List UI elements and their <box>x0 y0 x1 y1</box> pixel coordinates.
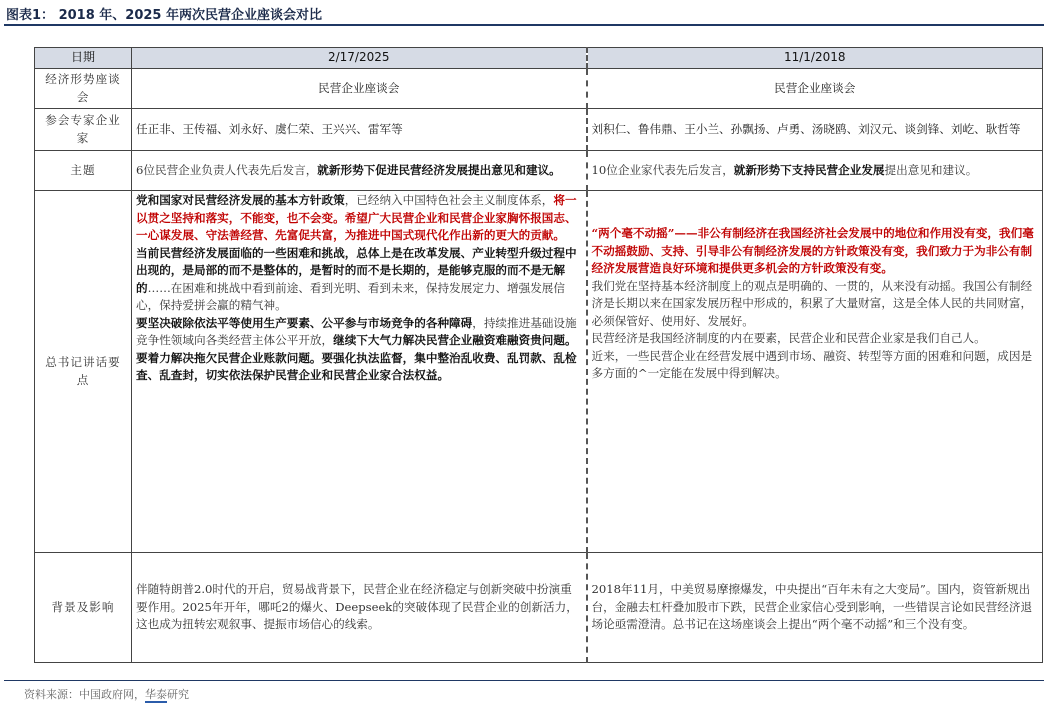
header-date-label: 日期 <box>35 48 132 69</box>
top-divider <box>4 24 1044 26</box>
table-row-meeting <box>35 69 1043 109</box>
speech-2025 <box>132 191 587 553</box>
meeting-2025: 民营企业座谈会 <box>132 69 587 109</box>
row-label-speech: 总书记讲话要点 <box>35 191 132 553</box>
table-row-background <box>35 553 1043 663</box>
speech-2025-s6: 要坚决破除依法平等使用生产要素、公平参与市场竞争的各种障碍 <box>136 315 473 330</box>
theme-2025-bold: 就新形势下促进民营经济发展提出意见和建议。 <box>317 162 561 177</box>
header-2025: 2/17/2025 <box>132 48 587 69</box>
row-label-theme: 主题 <box>35 151 132 191</box>
theme-2025 <box>132 151 587 191</box>
speech-2025-s5: ……在困难和挑战中看到前途、看到光明、看到未来，保持发展定力、增强发展信心，保持爱拼会赢的精气神。 <box>136 280 565 312</box>
speech-2025-s3: 将一以贯之坚持和落实，不能变，也不会变。希望广大民营企业和民营企业家胸怀报国志、一心谋发展、守法善经营、先富促共富，为推进中国式现代化作出新的更大的贡献。 <box>136 193 577 242</box>
source-prefix: 资料来源：中国政府网， <box>24 688 145 701</box>
row-label-background: 背景及影响 <box>35 553 132 663</box>
speech-2025-s8: 继续下大气力解决民营企业融资难融资贵问题。要着力解决拖欠民营企业账款问题。要强化执法监督，集中整治乱收费、乱罚款、乱检查、乱查封，切实依法保护民营企业和民营企业家合法权益。 <box>136 333 577 382</box>
speech-2018-s1: “两个毫不动摇”——非公有制经济在我国经济社会发展中的地位和作用没有变，我们毫不动摇鼓励、支持、引导非公有制经济发展的方针政策没有变，我们致力于为非公有制经济发展营造良好环境和提供更多机会的方针政策没有变。 <box>591 226 1034 275</box>
background-2025: 伴随特朗普2.0时代的开启，贸易战背景下，民营企业在经济稳定与创新突破中扮演重要作用。2025年开年，哪吒2的爆火、Deepseek的突破体现了民营企业的创新活力，这也成为扭转宏观叙事、提振市场信心的线索。 <box>132 553 587 663</box>
theme-2025-plain: 6位民营企业负责人代表先后发言， <box>136 162 318 177</box>
table-header-row <box>35 48 1043 69</box>
row-label-participants: 参会专家企业家 <box>35 109 132 151</box>
theme-2018-bold: 就新形势下支持民营企业发展 <box>733 162 885 177</box>
participants-2018: 刘积仁、鲁伟鼎、王小兰、孙飘扬、卢勇、汤晓鸥、刘汉元、谈剑锋、刘屹、耿哲等 <box>587 109 1043 151</box>
table-row-speech <box>35 191 1043 553</box>
table-row-theme <box>35 151 1043 191</box>
speech-2018-s3: 民营经济是我国经济制度的内在要素，民营企业和民营企业家是我们自己人。 <box>591 331 986 345</box>
comparison-table <box>34 47 1043 663</box>
meeting-2018: 民营企业座谈会 <box>587 69 1043 109</box>
bottom-divider <box>4 680 1044 681</box>
theme-2018-plain-2: 提出意见和建议。 <box>884 162 978 177</box>
figure-title: 图表1： 2018 年、2025 年两次民营企业座谈会对比 <box>6 8 322 23</box>
speech-2018-s2: 我们党在坚持基本经济制度上的观点是明确的、一贯的，从来没有动摇。我国公有制经济是长期以来在国家发展历程中形成的，积累了大量财富，这是全体人民的共同财富，必须保管好、使用好、发展好。 <box>591 278 1033 328</box>
source-note <box>24 686 189 702</box>
speech-2025-s7: ，持续推进基础设施竞争性领域向各类经营主体公平开放， <box>136 315 577 347</box>
theme-2018 <box>587 151 1043 191</box>
speech-2018 <box>587 191 1043 553</box>
participants-2025: 任正非、王传福、刘永好、虞仁荣、王兴兴、雷军等 <box>132 109 587 151</box>
background-2018: 2018年11月，中美贸易摩擦爆发，中央提出“百年未有之大变局”。国内，资管新规出台，金融去杠杆叠加股市下跌，民营企业家信心受到影响，一些错误言论如民营经济退场论亟需澄清。总书记在这场座谈会上提出“两个毫不动摇”和三个没有变。 <box>587 553 1043 663</box>
speech-2018-s4: 近来，一些民营企业在经营发展中遇到市场、融资、转型等方面的困难和问题，成因是多方面的^一定能在发展中得到解决。 <box>591 348 1033 380</box>
theme-2018-plain-1: 10位企业家代表先后发言， <box>591 162 734 177</box>
header-2018: 11/1/2018 <box>587 48 1043 69</box>
speech-2025-s4: 当前民营经济发展面临的一些困难和挑战，总体上是在改革发展、产业转型升级过程中出现的，是局部的而不是整体的，是暂时的而不是长期的，是能够克服的而不是无解的 <box>136 245 577 295</box>
speech-2025-s2: ，已经纳入中国特色社会主义制度体系， <box>344 193 554 207</box>
source-brand: 华泰 <box>145 688 167 701</box>
table-row-participants <box>35 109 1043 151</box>
speech-2025-s1: 党和国家对民营经济发展的基本方针政策 <box>136 193 345 207</box>
source-suffix: 研究 <box>167 688 189 701</box>
row-label-meeting: 经济形势座谈会 <box>35 69 132 109</box>
